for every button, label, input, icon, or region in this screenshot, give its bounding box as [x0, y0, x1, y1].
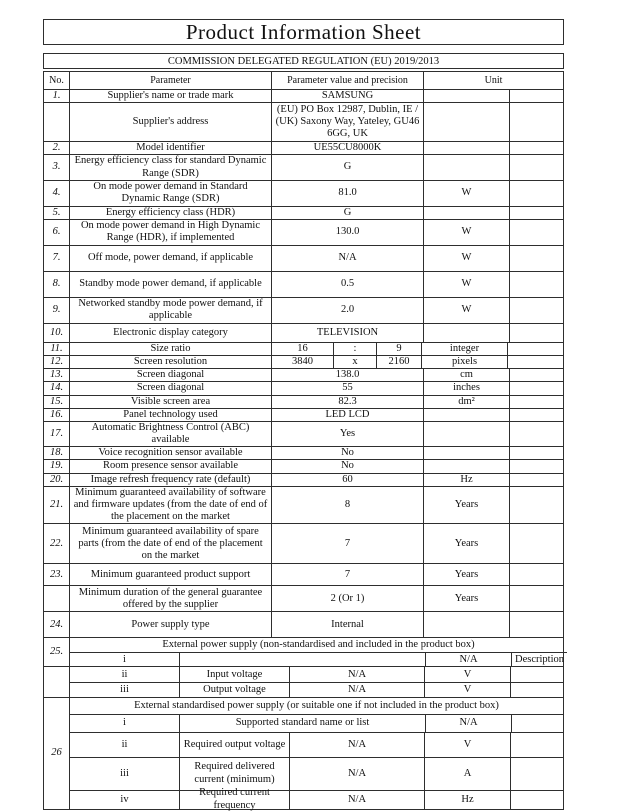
- row-supplier-address: [44, 102, 563, 141]
- subrow-26-i: [70, 714, 563, 731]
- header-unit: Unit: [423, 72, 563, 89]
- cell-no: 19.: [49, 460, 64, 472]
- cell-no: 2.: [52, 142, 61, 154]
- cell-description: [510, 683, 563, 697]
- cell-description: [509, 246, 563, 271]
- cell-unit: dm²: [423, 396, 509, 408]
- subrow-25-ii: [70, 667, 563, 682]
- row-spare-parts: [44, 523, 563, 563]
- cell-parameter: Screen diagonal: [69, 382, 271, 394]
- cell-no: 21.: [49, 498, 64, 510]
- cell-description: [510, 733, 563, 757]
- cell-unit: W: [423, 181, 509, 206]
- cell-ratio-height: 9: [376, 343, 421, 355]
- cell-value: 81.0: [271, 181, 423, 206]
- cell-unit: A: [424, 758, 510, 790]
- group-26-content: [69, 698, 563, 811]
- cell-value: 82.3: [271, 396, 423, 408]
- cell-parameter: Image refresh frequency rate (default): [69, 474, 271, 486]
- cell-unit: Years: [423, 564, 509, 585]
- cell-value: 60: [271, 474, 423, 486]
- cell-parameter: Minimum duration of the general guarantee offered by the supplier: [69, 586, 271, 611]
- row-screen-resolution: [44, 355, 563, 368]
- cell-index: iv: [120, 793, 129, 805]
- cell-label: Input voltage: [179, 667, 289, 682]
- cell-value: N/A: [271, 246, 423, 271]
- cell-value: (EU) PO Box 12987, Dublin, IE / (UK) Saxony Way, Yateley, GU46 6GG, UK: [271, 103, 423, 141]
- subrow-26-heading: [70, 698, 563, 714]
- group-26-standardised-power-supply: [44, 697, 563, 811]
- cell-unit: pixels: [421, 356, 507, 368]
- cell-description: [509, 564, 563, 585]
- cell-no: 26: [51, 747, 62, 759]
- cell-parameter: Energy efficiency class for standard Dynamic Range (SDR): [69, 155, 271, 179]
- cell-description: [509, 612, 563, 637]
- cell-description: [509, 181, 563, 206]
- row-software-updates: [44, 486, 563, 524]
- cell-description: [510, 667, 563, 682]
- cell-index: ii: [121, 738, 128, 750]
- cell-no: 12.: [49, 356, 64, 368]
- cell-ratio-width: 16: [271, 343, 333, 355]
- cell-unit: integer: [421, 343, 507, 355]
- cell-no: 25.: [49, 646, 64, 658]
- cell-description: [509, 298, 563, 323]
- cell-no: 15.: [49, 395, 64, 407]
- cell-no: 16.: [49, 408, 64, 420]
- cell-parameter: Automatic Brightness Control (ABC) available: [69, 422, 271, 446]
- cell-no: [44, 667, 69, 697]
- cell-value: N/A: [289, 683, 424, 697]
- cell-unit: W: [423, 246, 509, 271]
- cell-no: 3.: [52, 161, 61, 173]
- cell-parameter: Standby mode power demand, if applicable: [69, 272, 271, 297]
- row-energy-class-sdr: [44, 154, 563, 179]
- cell-parameter: Room presence sensor available: [69, 460, 271, 472]
- header-value: Parameter value and precision: [271, 72, 423, 89]
- cell-value: 7: [271, 524, 423, 563]
- cell-unit: [423, 142, 509, 154]
- cell-group-heading: External power supply (non-standardised and included in the product box): [162, 639, 475, 651]
- cell-unit: cm: [423, 369, 509, 381]
- cell-parameter: Supplier's name or trade mark: [69, 90, 271, 102]
- cell-parameter: Minimum guaranteed product support: [69, 564, 271, 585]
- cell-unit: Hz: [423, 474, 509, 486]
- row-room-presence: [44, 459, 563, 472]
- cell-value: LED LCD: [271, 409, 423, 421]
- cell-unit: [423, 155, 509, 179]
- cell-no: 6.: [52, 226, 61, 238]
- cell-no: 23.: [49, 568, 64, 580]
- cell-value: TELEVISION: [271, 324, 423, 342]
- cell-parameter: Panel technology used: [69, 409, 271, 421]
- cell-unit: [423, 460, 509, 472]
- cell-unit: [423, 324, 509, 342]
- cell-unit: Years: [423, 487, 509, 524]
- cell-value: Yes: [271, 422, 423, 446]
- cell-description: [509, 487, 563, 524]
- row-off-mode-power: [44, 245, 563, 271]
- cell-index: iii: [120, 684, 129, 696]
- cell-description: [509, 324, 563, 342]
- row-display-category: [44, 323, 563, 342]
- row-power-supply-type: [44, 611, 563, 637]
- cell-description: [509, 142, 563, 154]
- cell-parameter: Networked standby mode power demand, if applicable: [69, 298, 271, 323]
- cell-value: 8: [271, 487, 423, 524]
- cell-value: 2.0: [271, 298, 423, 323]
- cell-unit: [423, 422, 509, 446]
- cell-description: [509, 586, 563, 611]
- regulation-subtitle: COMMISSION DELEGATED REGULATION (EU) 2019/2013: [43, 53, 564, 69]
- cell-value: N/A: [425, 715, 511, 731]
- cell-label: Supported standard name or list: [179, 715, 425, 731]
- cell-description: [507, 356, 563, 368]
- cell-no: 5.: [52, 206, 61, 218]
- cell-unit: [423, 103, 509, 141]
- cell-resolution-separator: x: [333, 356, 376, 368]
- group-25-external-power-supply: [44, 637, 563, 666]
- group-25-content: [69, 638, 567, 666]
- cell-unit: N/A: [425, 653, 511, 666]
- cell-unit: [423, 90, 509, 102]
- subrow-26-iv: [70, 787, 563, 811]
- cell-no: 9.: [52, 304, 61, 316]
- cell-value: N/A: [289, 667, 424, 682]
- cell-no: [44, 103, 69, 141]
- cell-no: 20.: [49, 473, 64, 485]
- cell-no: 13.: [49, 369, 64, 381]
- row-on-mode-power-sdr: [44, 180, 563, 206]
- cell-no: 14.: [49, 382, 64, 394]
- cell-description: Description: [511, 653, 567, 666]
- cell-description: [510, 758, 563, 790]
- cell-description: [509, 369, 563, 381]
- row-energy-class-hdr: [44, 206, 563, 219]
- cell-no: 8.: [52, 278, 61, 290]
- cell-parameter: Voice recognition sensor available: [69, 447, 271, 459]
- row-voice-recognition: [44, 446, 563, 459]
- cell-description: [509, 382, 563, 394]
- cell-group-heading: External standardised power supply (or suitable one if not included in the product box): [134, 700, 499, 712]
- cell-label: Required delivered current (minimum): [179, 758, 289, 790]
- cell-description: [507, 343, 563, 355]
- cell-no: 1.: [52, 90, 61, 101]
- cell-unit: Years: [423, 586, 509, 611]
- cell-value: 138.0: [271, 369, 423, 381]
- cell-parameter: Model identifier: [69, 142, 271, 154]
- cell-no: 11.: [50, 342, 63, 354]
- row-model-identifier: [44, 141, 563, 154]
- cell-value: 2 (Or 1): [271, 586, 423, 611]
- cell-value: Internal: [271, 612, 423, 637]
- cell-no: 17.: [49, 427, 64, 439]
- cell-parameter: On mode power demand in Standard Dynamic Range (SDR): [69, 181, 271, 206]
- cell-parameter: Screen resolution: [69, 356, 271, 368]
- cell-parameter: Energy efficiency class (HDR): [69, 207, 271, 219]
- cell-description: [511, 715, 563, 731]
- cell-value: G: [271, 155, 423, 179]
- cell-parameter: Off mode, power demand, if applicable: [69, 246, 271, 271]
- subrow-26-ii: [70, 732, 563, 757]
- cell-description: [509, 272, 563, 297]
- subrow-26-iii: [70, 757, 563, 790]
- row-standby-power: [44, 271, 563, 297]
- header-no: No.: [49, 74, 64, 86]
- row-screen-diagonal-cm: [44, 368, 563, 381]
- cell-value: No: [271, 460, 423, 472]
- parameters-table: [43, 71, 564, 810]
- cell-no: 7.: [52, 252, 61, 264]
- cell-unit: Years: [423, 524, 509, 563]
- cell-no: [44, 586, 69, 611]
- table-header-row: [44, 72, 563, 89]
- product-information-sheet: [43, 19, 564, 810]
- cell-parameter: Electronic display category: [69, 324, 271, 342]
- cell-index: ii: [121, 668, 128, 680]
- cell-description: [509, 220, 563, 245]
- cell-description: [509, 396, 563, 408]
- cell-parameter: On mode power demand in High Dynamic Range (HDR), if implemented: [69, 220, 271, 245]
- row-visible-screen-area: [44, 395, 563, 408]
- cell-description: [509, 422, 563, 446]
- cell-description: [509, 409, 563, 421]
- cell-no: 18.: [49, 447, 64, 459]
- header-parameter: Parameter: [69, 72, 271, 89]
- cell-unit: [423, 207, 509, 219]
- subrow-25-iii: [70, 682, 563, 697]
- cell-unit: V: [424, 683, 510, 697]
- cell-description: [509, 155, 563, 179]
- cell-value: N/A: [289, 758, 424, 790]
- cell-parameter: Visible screen area: [69, 396, 271, 408]
- cell-value: N/A: [289, 791, 424, 809]
- cell-unit: Hz: [424, 791, 510, 809]
- cell-parameter: Minimum guaranteed availability of software and firmware updates (from the date of end of the placement on the market: [69, 487, 271, 524]
- cell-index: i: [123, 653, 126, 665]
- cell-unit: V: [424, 667, 510, 682]
- cell-label: Required current frequency: [179, 791, 289, 809]
- cell-parameter: Power supply type: [69, 612, 271, 637]
- cell-value: 7: [271, 564, 423, 585]
- cell-unit: W: [423, 298, 509, 323]
- cell-ratio-separator: :: [333, 343, 376, 355]
- cell-no: 22.: [49, 537, 64, 549]
- cell-unit: [423, 409, 509, 421]
- cell-label: [179, 653, 425, 666]
- cell-unit: [423, 447, 509, 459]
- row-networked-standby-power: [44, 297, 563, 323]
- cell-unit: W: [423, 272, 509, 297]
- cell-unit: W: [423, 220, 509, 245]
- cell-parameter: Screen diagonal: [69, 369, 271, 381]
- cell-index: i: [123, 717, 126, 729]
- cell-resolution-width: 3840: [271, 356, 333, 368]
- cell-description: [509, 447, 563, 459]
- cell-description: [509, 207, 563, 219]
- row-abc-available: [44, 421, 563, 446]
- row-panel-technology: [44, 408, 563, 421]
- cell-index: iii: [120, 767, 129, 779]
- cell-no: 10.: [49, 326, 64, 338]
- row-screen-diagonal-inches: [44, 381, 563, 394]
- cell-description: [509, 474, 563, 486]
- cell-value: 55: [271, 382, 423, 394]
- cell-value: 130.0: [271, 220, 423, 245]
- row-size-ratio: [44, 342, 563, 355]
- cell-label: Required output voltage: [179, 733, 289, 757]
- cell-parameter: Minimum guaranteed availability of spare parts (from the date of end of the placement on the market: [69, 524, 271, 563]
- cell-description: [509, 524, 563, 563]
- cell-value: No: [271, 447, 423, 459]
- cell-value: G: [271, 207, 423, 219]
- cell-unit: [423, 612, 509, 637]
- cell-value: SAMSUNG: [271, 90, 423, 102]
- cell-no: 4.: [52, 187, 61, 199]
- cell-unit: inches: [423, 382, 509, 394]
- subrow-25-heading: [70, 638, 567, 652]
- cell-description: [509, 460, 563, 472]
- cell-unit: V: [424, 733, 510, 757]
- cell-value: N/A: [289, 733, 424, 757]
- cell-resolution-height: 2160: [376, 356, 421, 368]
- row-supplier-name: [44, 89, 563, 102]
- cell-parameter: Supplier's address: [69, 103, 271, 141]
- page-title: Product Information Sheet: [43, 19, 564, 45]
- cell-label: Output voltage: [179, 683, 289, 697]
- row-product-support: [44, 563, 563, 585]
- cell-description: [510, 791, 563, 809]
- cell-value: UE55CU8000K: [271, 142, 423, 154]
- cell-parameter: Size ratio: [69, 343, 271, 355]
- row-refresh-rate: [44, 473, 563, 486]
- group-25-voltage-rows: [44, 666, 563, 697]
- row-guarantee-duration: [44, 585, 563, 611]
- cell-description: [509, 103, 563, 141]
- group-25-voltage-content: [69, 667, 563, 697]
- subrow-25-i: [70, 652, 567, 666]
- row-on-mode-power-hdr: [44, 219, 563, 245]
- cell-value: 0.5: [271, 272, 423, 297]
- cell-description: [509, 90, 563, 102]
- cell-no: 24.: [49, 618, 64, 630]
